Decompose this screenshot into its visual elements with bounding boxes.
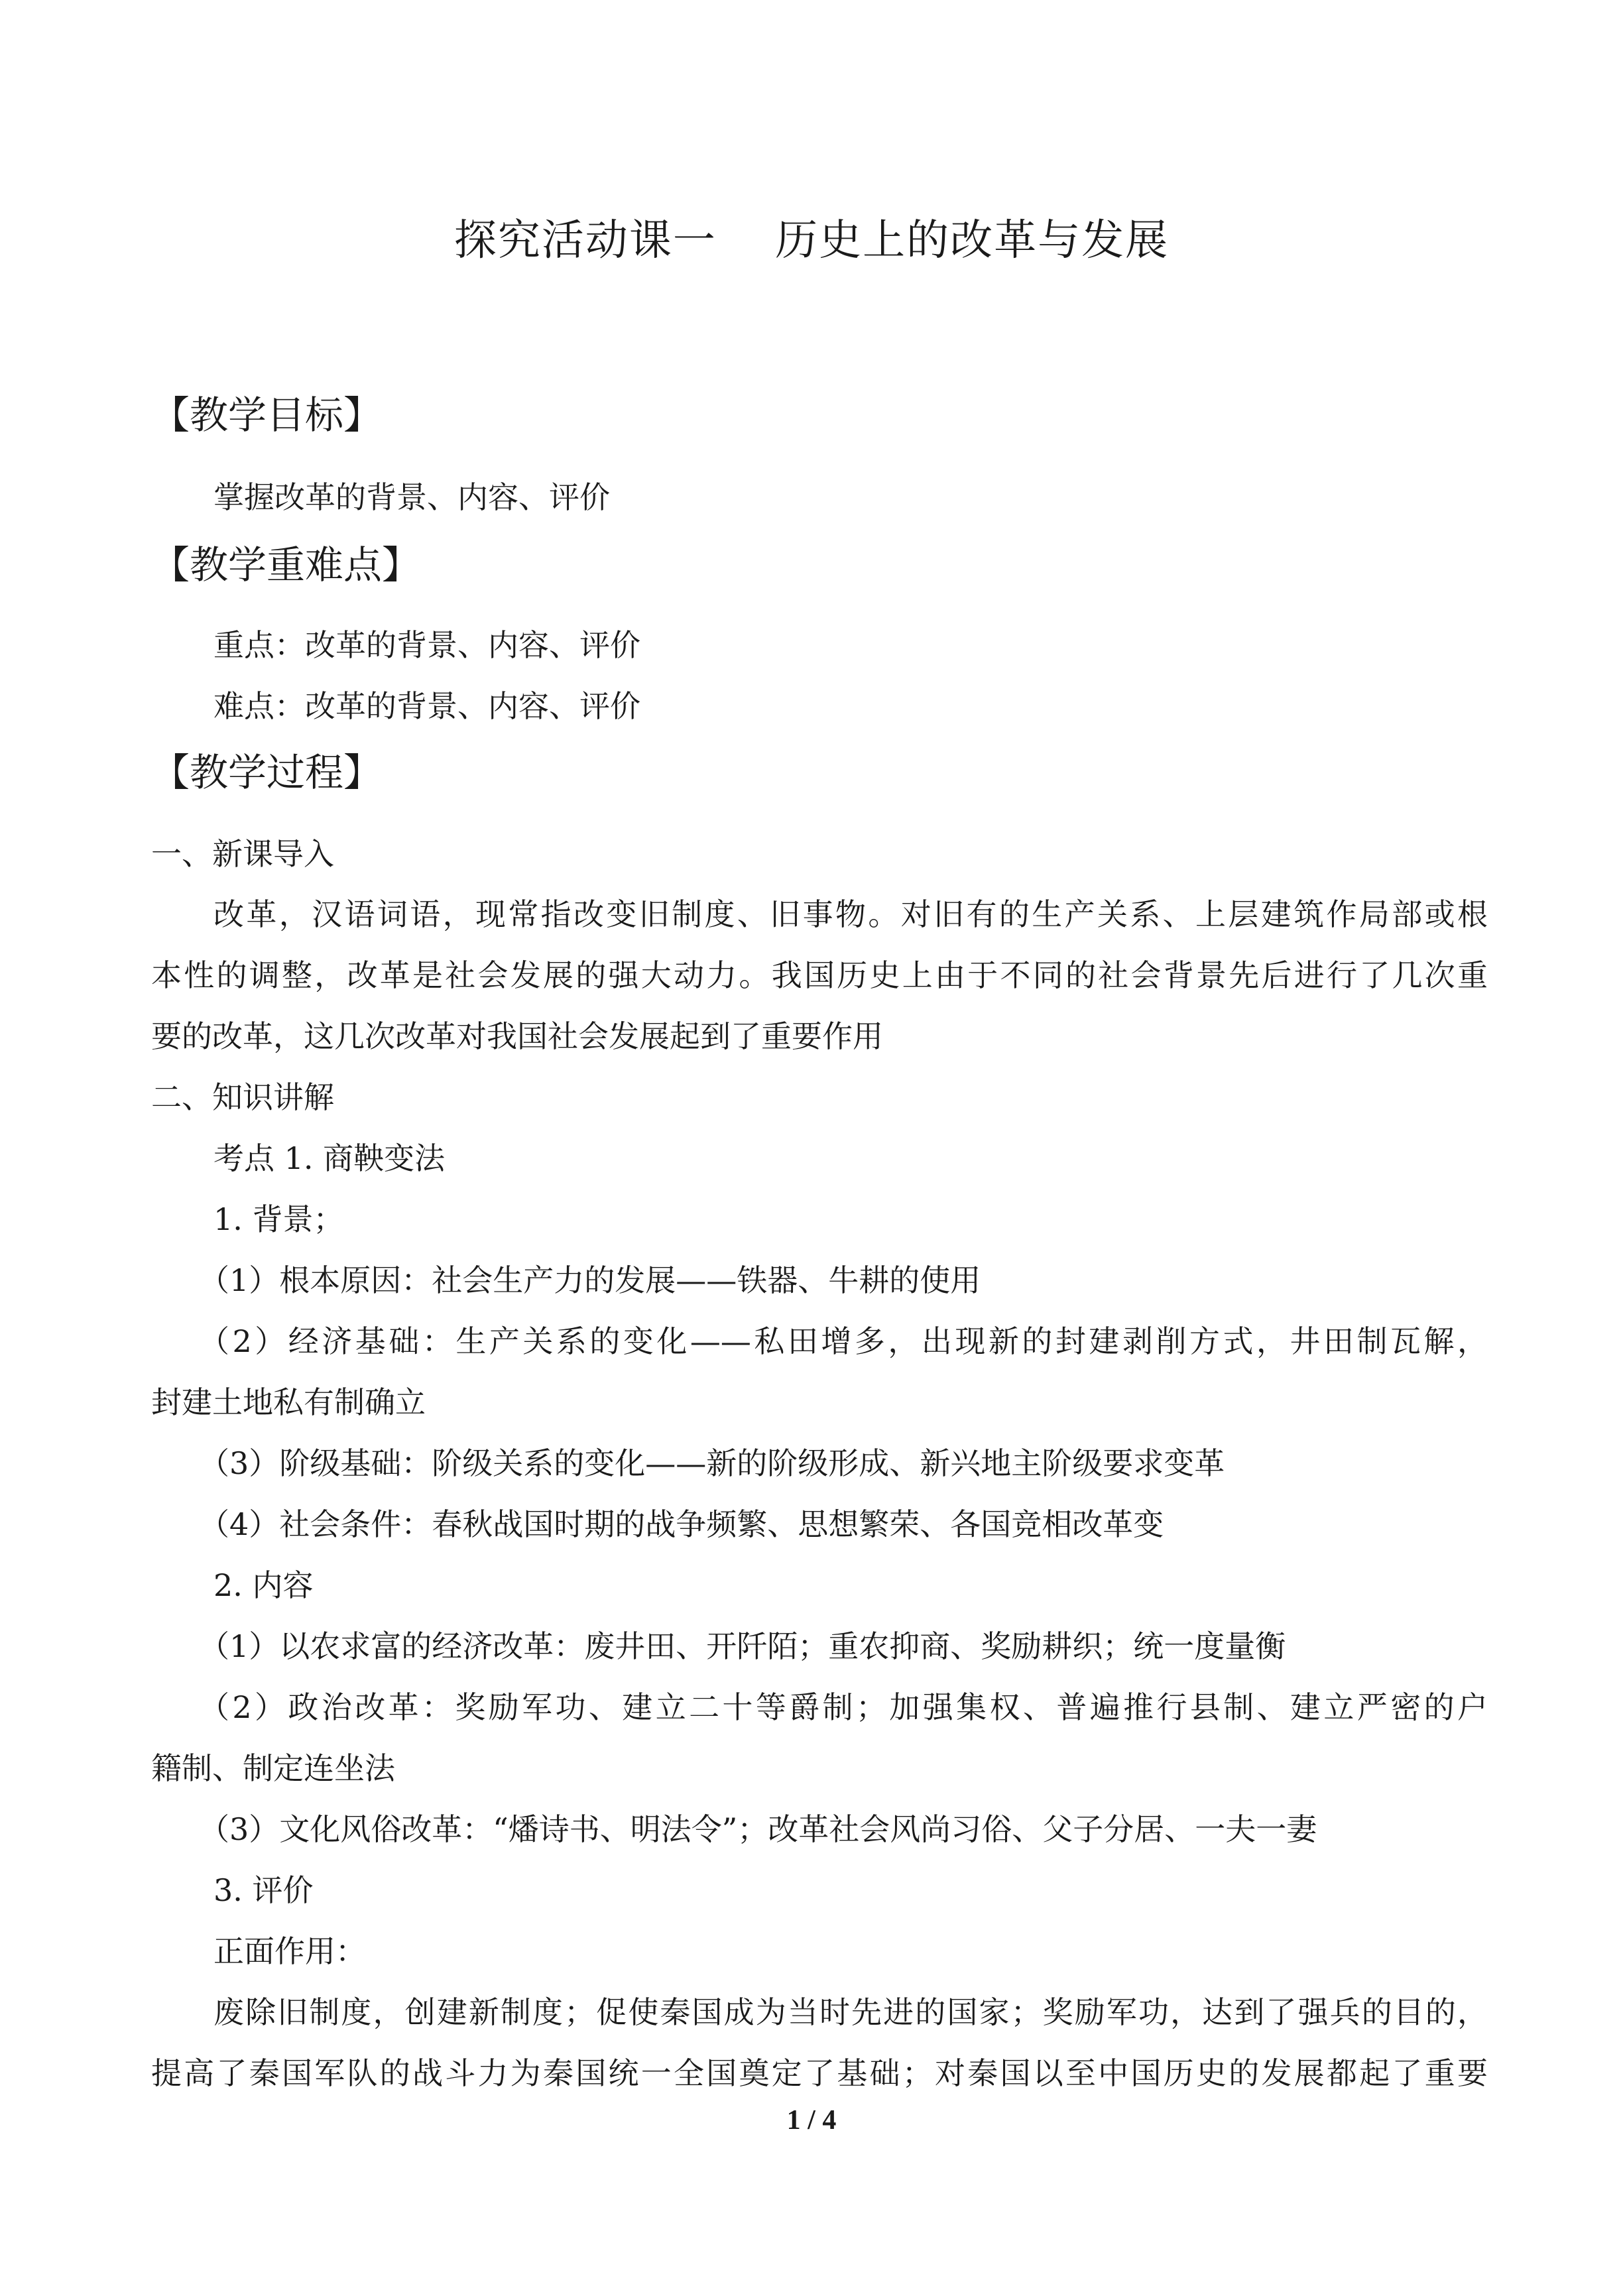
intro-line: 本性的调整，改革是社会发展的强大动力。我国历史上由于不同的社会背景先后进行了几次重 — [151, 957, 1488, 993]
content-item: （2）政治改革：奖励军功、建立二十等爵制；加强集权、普遍推行县制、建立严密的户 — [199, 1689, 1488, 1725]
key-points-heading: 【教学重难点】 — [151, 542, 421, 587]
background-item: （4）社会条件：春秋战国时期的战争频繁、思想繁荣、各国竞相改革变 — [199, 1506, 1164, 1542]
positive-line: 废除旧制度，创建新制度；促使秦国成为当时先进的国家；奖励军功，达到了强兵的目的， — [213, 1994, 1488, 2030]
background-item-continued: 封建土地私有制确立 — [151, 1384, 426, 1420]
evaluation-heading: 3. 评价 — [213, 1872, 314, 1908]
background-item: （3）阶级基础：阶级关系的变化——新的阶级形成、新兴地主阶级要求变革 — [199, 1445, 1225, 1481]
knowledge-heading: 二、知识讲解 — [151, 1079, 334, 1115]
document-title: 探究活动课一 历史上的改革与发展 — [453, 216, 1170, 265]
content-heading: 2. 内容 — [213, 1567, 314, 1603]
objectives-text: 掌握改革的背景、内容、评价 — [213, 479, 610, 515]
process-heading: 【教学过程】 — [151, 750, 383, 795]
background-item: （1）根本原因：社会生产力的发展——铁器、牛耕的使用 — [199, 1262, 981, 1298]
intro-line: 要的改革，这几次改革对我国社会发展起到了重要作用 — [151, 1018, 883, 1054]
background-item: （2）经济基础：生产关系的变化——私田增多，出现新的封建剥削方式，井田制瓦解， — [199, 1323, 1488, 1359]
topic-heading: 考点 1. 商鞅变法 — [213, 1140, 446, 1176]
content-item: （1）以农求富的经济改革：废井田、开阡陌；重农抑商、奖励耕织；统一度量衡 — [199, 1628, 1286, 1664]
key-point-text: 重点：改革的背景、内容、评价 — [213, 627, 640, 663]
positive-heading: 正面作用： — [213, 1933, 366, 1969]
background-heading: 1. 背景； — [213, 1201, 344, 1237]
content-item-continued: 籍制、制定连坐法 — [151, 1750, 395, 1786]
content-item: （3）文化风俗改革：“燔诗书、明法令”；改革社会风尚习俗、父子分居、一夫一妻 — [199, 1811, 1317, 1847]
objectives-heading: 【教学目标】 — [151, 393, 383, 438]
intro-heading: 一、新课导入 — [151, 836, 334, 872]
difficult-point-text: 难点：改革的背景、内容、评价 — [213, 688, 640, 724]
page-number: 1 / 4 — [786, 2105, 837, 2136]
intro-line: 改革，汉语词语，现常指改变旧制度、旧事物。对旧有的生产关系、上层建筑作局部或根 — [213, 896, 1488, 932]
positive-line: 提高了秦国军队的战斗力为秦国统一全国奠定了基础；对秦国以至中国历史的发展都起了重要 — [151, 2055, 1488, 2091]
